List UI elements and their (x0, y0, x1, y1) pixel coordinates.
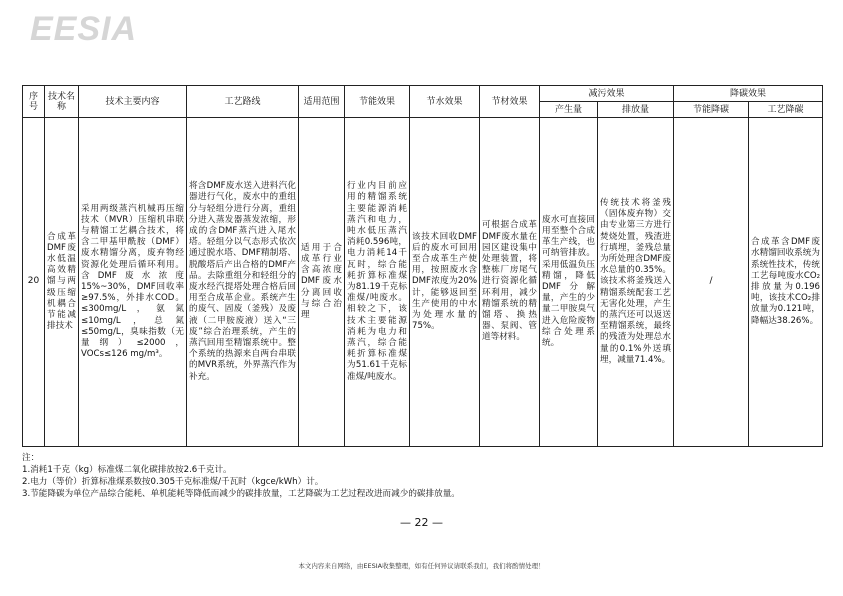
header-process: 工艺路线 (187, 86, 299, 118)
cell-pollution-gen: 废水可直接回用至整个合成革生产线，也可纳管排放。采用低温负压精馏，降低DMF分解量，产生的少量二甲胺臭气进入危险废物综合处理系统。 (540, 118, 598, 447)
header-water: 节水效果 (410, 86, 480, 118)
header-tech-name: 技术名称 (45, 86, 79, 118)
notes (22, 452, 822, 500)
header-pollution: 减污效果 (540, 86, 674, 102)
header-energy: 节能效果 (345, 86, 410, 118)
table-row (23, 118, 823, 447)
header-pollution-emit: 排放量 (598, 102, 674, 118)
cell-pollution-emit: 传统技术将釜残（固体废弃物）交由专业第三方进行焚烧处置，残渣进行填埋，釜残总量为所处理含DMF废水总量的0.35%。该技术将釜残送入精馏系统配套工艺无害化处理，产生的蒸汽还可以返送至精馏系统，最终的残渣为处理总水量的0.1%外送填埋，减量71.4%。 (598, 118, 674, 447)
header-scope: 适用范围 (299, 86, 345, 118)
cell-carbon-energy: / (674, 118, 749, 447)
header-pollution-gen: 产生量 (540, 102, 598, 118)
notes-title: 注： (22, 453, 40, 463)
technology-table (22, 85, 823, 447)
footer-disclaimer: 本文内容来自网络，由EESIA收集整理，如有任何异议请联系我们，我们将酌情处理！ (298, 562, 545, 570)
note-item: 1.消耗1千克（kg）标准煤二氧化碳排放按2.6千克计。 (22, 465, 232, 475)
header-carbon-process: 工艺降碳 (749, 102, 823, 118)
header-main-content: 技术主要内容 (79, 86, 187, 118)
cell-scope: 适用于合成革行业含高浓度DMF废水分离回收与综合治理 (299, 118, 345, 447)
cell-main-content: 采用两级蒸汽机械再压缩技术（MVR）压缩机串联与精馏工艺耦合技术，将含二甲基甲酰胺（DMF）废水精馏分离，废弃物经资源化处理后循环利用。含DMF废水浓度15%~30%，DMF回收率≥97.5%，外排水COD。≤300mg/L，氨氮≤10mg/L，总氮≤50mg/L，臭味指数（无量纲）≤2000，VOCs≤126 mg/m³。 (79, 118, 187, 447)
eesia-logo: EESIA (30, 10, 138, 48)
cell-tech-name: 合成革DMF废水低温高效精馏与两级压缩机耦合节能减排技术 (45, 118, 79, 447)
cell-seq: 20 (23, 118, 45, 447)
cell-material: 可根据合成革DMF废水量在园区建设集中处理装置，将整栋厂房尾气进行资源化循环利用，减少精馏系统的精馏塔、换热器、泵阀、管道等材料。 (480, 118, 540, 447)
page-number: — 22 — (400, 516, 443, 529)
header-seq: 序号 (23, 86, 45, 118)
cell-carbon-process: 合成革含DMF废水精馏回收系统为系统性技术，传统工艺每吨废水CO₂排放量为0.196吨，该技术CO₂排放量为0.121吨，降幅达38.26%。 (749, 118, 823, 447)
header-carbon: 降碳效果 (674, 86, 823, 102)
cell-water: 该技术回收DMF后的废水可回用至合成革生产使用，按照废水含DMF浓度为20%计，能够返回至生产使用的中水为处理水量的75%。 (410, 118, 480, 447)
note-item: 2.电力（等价）折算标准煤系数按0.305千克标准煤/千瓦时（kgce/kWh）计。 (22, 477, 324, 487)
cell-process: 将含DMF废水送入进料汽化器进行气化，废水中的重组分与轻组分进行分离，重组分进入蒸发器蒸发浓缩，形成的含DMF蒸汽进入尾水塔。轻组分以气态形式依次通过脱水塔、DMF精制塔、脱酸塔后产出合格的DMF产品。去除重组分和轻组分的废水经汽提塔处理合格后回用至合成革企业。系统产生的废气、固废（釜残）及废液（二甲胺废液）送入“三废”综合治理系统，产生的蒸汽回用至精馏系统中。整个系统的热源来自两台串联的MVR系统，外界蒸汽作为补充。 (187, 118, 299, 447)
cell-energy: 行业内目前应用的精馏系统主要能源消耗蒸汽和电力，吨水低压蒸汽消耗0.596吨，电力消耗14千瓦时，综合能耗折算标准煤为81.19千克标准煤/吨废水。相较之下，该技术主要能源消耗为电力和蒸汽，综合能耗折算标准煤为51.61千克标准煤/吨废水。 (345, 118, 410, 447)
note-item: 3.节能降碳为单位产品综合能耗、单机能耗等降低而减少的碳排放量，工艺降碳为工艺过程改进而减少的碳排放量。 (22, 489, 460, 499)
header-material: 节材效果 (480, 86, 540, 118)
header-carbon-energy: 节能降碳 (674, 102, 749, 118)
